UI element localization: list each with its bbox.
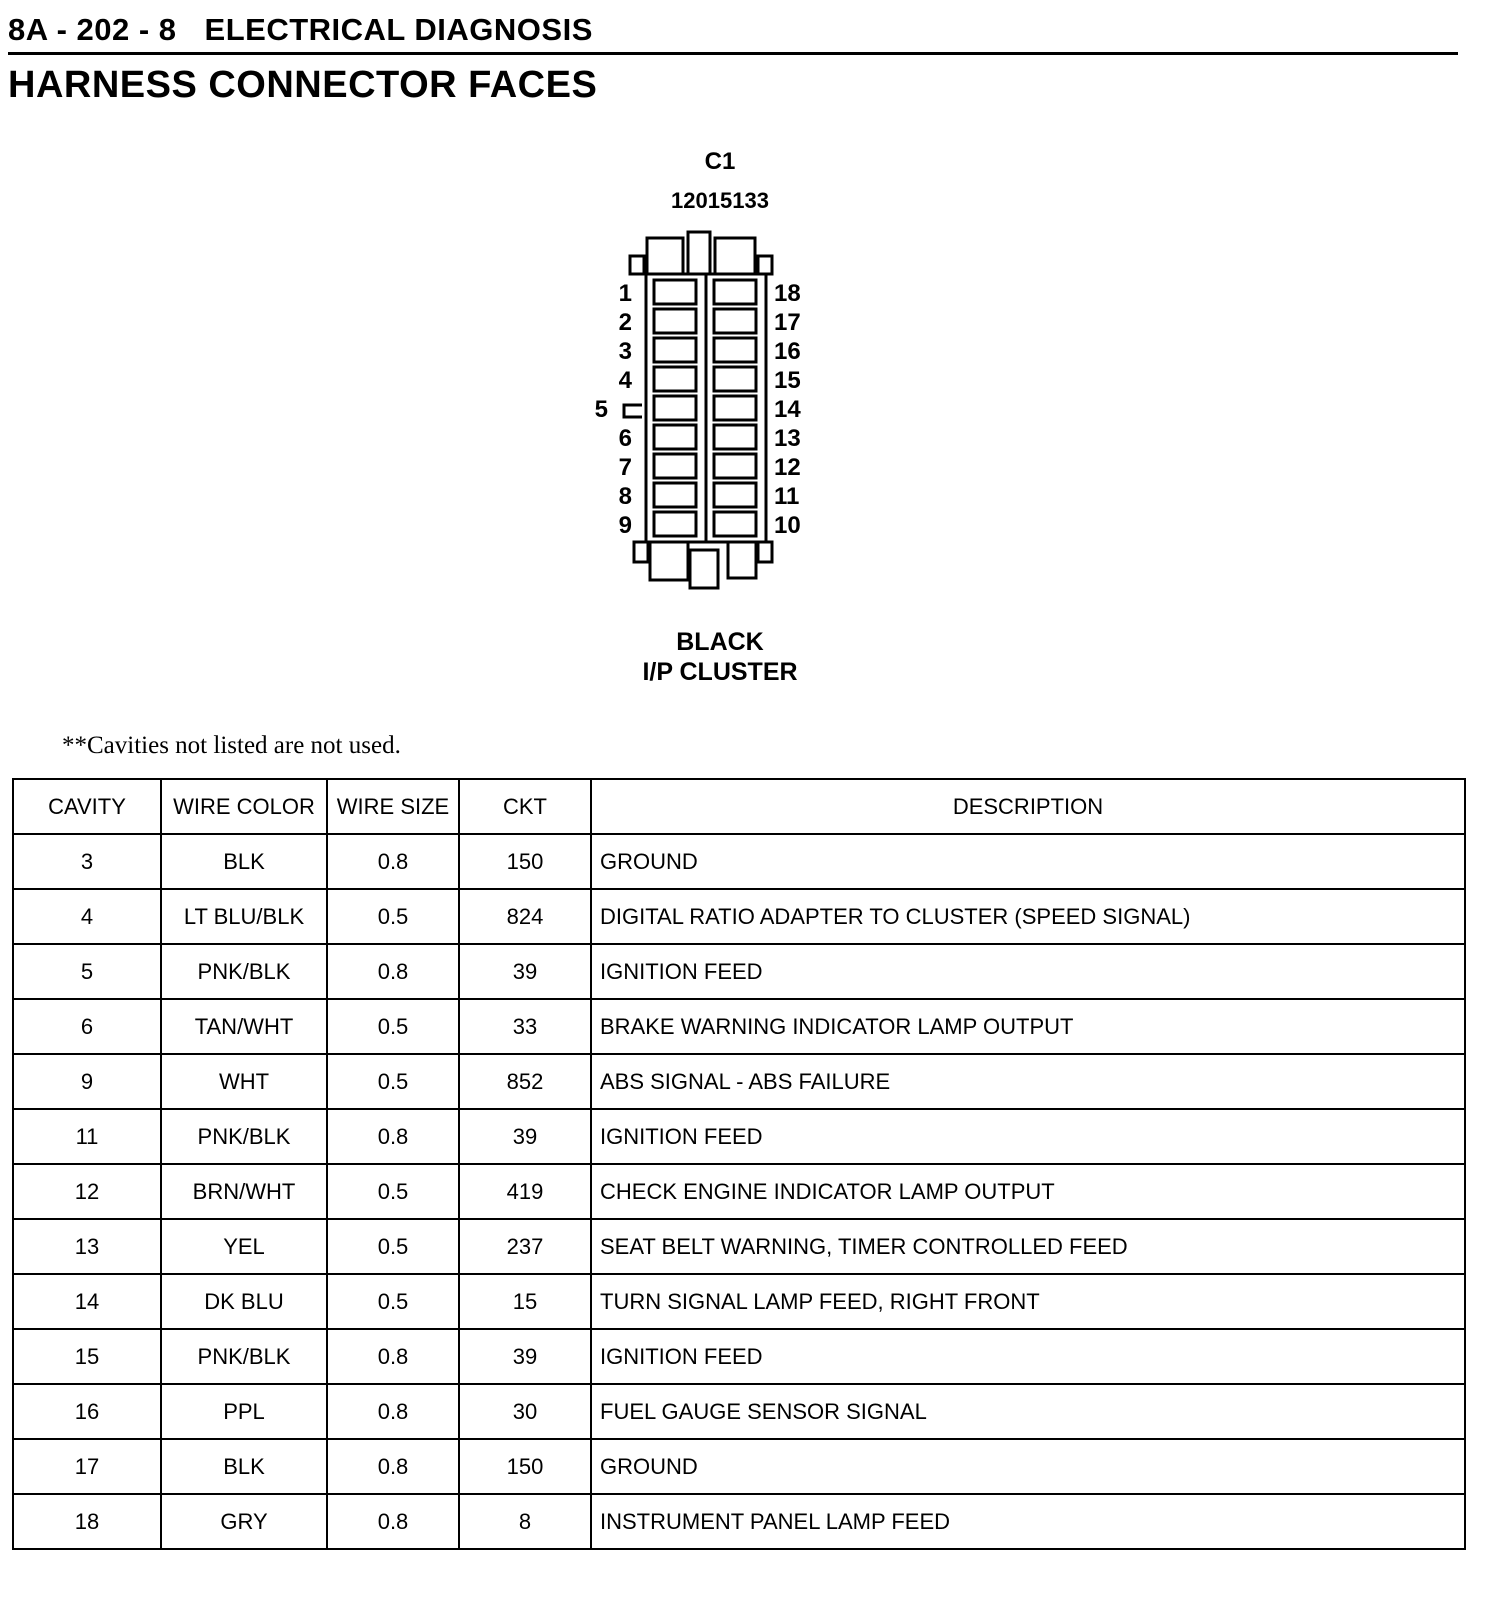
ckt-cell: 852 bbox=[459, 1054, 591, 1109]
table-row bbox=[13, 1384, 1465, 1439]
cavity-cell: 17 bbox=[13, 1439, 161, 1494]
pin-label-right: 14 bbox=[774, 396, 801, 423]
table-row bbox=[13, 1219, 1465, 1274]
ckt-cell: 39 bbox=[459, 944, 591, 999]
header-wire-size: WIRE SIZE bbox=[327, 779, 459, 834]
pin-label-left: 9 bbox=[618, 512, 632, 539]
cavity-cell: 16 bbox=[13, 1384, 161, 1439]
cavity-box bbox=[714, 425, 756, 449]
ckt-cell: 150 bbox=[459, 834, 591, 889]
cavity-cell: 6 bbox=[13, 999, 161, 1054]
table-row bbox=[13, 1054, 1465, 1109]
wire-size-cell: 0.8 bbox=[327, 1494, 459, 1549]
cavity-box bbox=[654, 483, 696, 507]
wire-size-cell: 0.8 bbox=[327, 1439, 459, 1494]
wire-size-cell: 0.8 bbox=[327, 1384, 459, 1439]
wire-color-cell: LT BLU/BLK bbox=[161, 889, 327, 944]
table-header-row bbox=[13, 779, 1465, 834]
table-row bbox=[13, 1109, 1465, 1164]
cavity-box bbox=[654, 425, 696, 449]
wire-size-cell: 0.5 bbox=[327, 1274, 459, 1329]
section-title: ELECTRICAL DIAGNOSIS bbox=[204, 12, 593, 47]
connector-label: C1 bbox=[704, 148, 736, 175]
description-cell: INSTRUMENT PANEL LAMP FEED bbox=[591, 1494, 1465, 1549]
header-cavity: CAVITY bbox=[13, 779, 161, 834]
pin-label-right: 16 bbox=[774, 338, 801, 365]
cavity-box bbox=[714, 483, 756, 507]
table-row bbox=[13, 834, 1465, 889]
pin-label-left: 1 bbox=[618, 280, 632, 307]
ckt-cell: 39 bbox=[459, 1329, 591, 1384]
pin-label-right: 17 bbox=[774, 309, 801, 336]
table-row bbox=[13, 1274, 1465, 1329]
pin-label-left: 8 bbox=[618, 483, 632, 510]
wire-color-cell: YEL bbox=[161, 1219, 327, 1274]
pin-label-right: 12 bbox=[774, 454, 801, 481]
pin-label-left: 2 bbox=[618, 309, 632, 336]
ckt-cell: 15 bbox=[459, 1274, 591, 1329]
unused-cavities-note: **Cavities not listed are not used. bbox=[62, 732, 401, 759]
ckt-cell: 419 bbox=[459, 1164, 591, 1219]
cavity-cell: 18 bbox=[13, 1494, 161, 1549]
cavity-cell: 14 bbox=[13, 1274, 161, 1329]
ckt-cell: 237 bbox=[459, 1219, 591, 1274]
table-row bbox=[13, 1439, 1465, 1494]
pin-label-right: 13 bbox=[774, 425, 801, 452]
description-cell: ABS SIGNAL - ABS FAILURE bbox=[591, 1054, 1465, 1109]
connector-color: BLACK bbox=[676, 628, 764, 656]
table-row bbox=[13, 889, 1465, 944]
cavity-cell: 9 bbox=[13, 1054, 161, 1109]
wire-color-cell: GRY bbox=[161, 1494, 327, 1549]
cavity-box bbox=[714, 309, 756, 333]
wire-size-cell: 0.5 bbox=[327, 1164, 459, 1219]
pin-label-left: 5 bbox=[594, 396, 608, 423]
cavity-box bbox=[654, 454, 696, 478]
page-header bbox=[8, 8, 1458, 55]
header-wire-color: WIRE COLOR bbox=[161, 779, 327, 834]
description-cell: IGNITION FEED bbox=[591, 1109, 1465, 1164]
connector-part-number: 12015133 bbox=[671, 188, 769, 213]
wire-color-cell: DK BLU bbox=[161, 1274, 327, 1329]
wire-size-cell: 0.5 bbox=[327, 889, 459, 944]
wire-size-cell: 0.8 bbox=[327, 1329, 459, 1384]
wire-color-cell: WHT bbox=[161, 1054, 327, 1109]
cavity-box bbox=[654, 280, 696, 304]
description-cell: GROUND bbox=[591, 834, 1465, 889]
wire-color-cell: BRN/WHT bbox=[161, 1164, 327, 1219]
table-row bbox=[13, 999, 1465, 1054]
table-row bbox=[13, 1164, 1465, 1219]
wire-color-cell: PNK/BLK bbox=[161, 1109, 327, 1164]
description-cell: CHECK ENGINE INDICATOR LAMP OUTPUT bbox=[591, 1164, 1465, 1219]
table-row bbox=[13, 1494, 1465, 1549]
description-cell: FUEL GAUGE SENSOR SIGNAL bbox=[591, 1384, 1465, 1439]
pin-label-right: 15 bbox=[774, 367, 801, 394]
cavity-box bbox=[714, 454, 756, 478]
wire-color-cell: TAN/WHT bbox=[161, 999, 327, 1054]
page-title: HARNESS CONNECTOR FACES bbox=[8, 64, 598, 106]
cavity-box bbox=[714, 367, 756, 391]
cavity-cell: 11 bbox=[13, 1109, 161, 1164]
pin-label-right: 11 bbox=[774, 483, 800, 510]
description-cell: BRAKE WARNING INDICATOR LAMP OUTPUT bbox=[591, 999, 1465, 1054]
cavity-cell: 15 bbox=[13, 1329, 161, 1384]
header-ckt: CKT bbox=[459, 779, 591, 834]
cavity-box bbox=[714, 338, 756, 362]
pin-label-right: 10 bbox=[774, 512, 801, 539]
header-description: DESCRIPTION bbox=[591, 779, 1465, 834]
cavity-box bbox=[654, 367, 696, 391]
cavity-cell: 5 bbox=[13, 944, 161, 999]
connector-location: I/P CLUSTER bbox=[642, 658, 798, 686]
pin-label-left: 4 bbox=[618, 367, 632, 394]
cavity-box bbox=[714, 280, 756, 304]
ckt-cell: 8 bbox=[459, 1494, 591, 1549]
pinout-table bbox=[12, 778, 1466, 1550]
description-cell: GROUND bbox=[591, 1439, 1465, 1494]
cavity-box bbox=[714, 512, 756, 536]
table-row bbox=[13, 944, 1465, 999]
wire-color-cell: PPL bbox=[161, 1384, 327, 1439]
ckt-cell: 39 bbox=[459, 1109, 591, 1164]
wire-color-cell: PNK/BLK bbox=[161, 1329, 327, 1384]
ckt-cell: 824 bbox=[459, 889, 591, 944]
description-cell: TURN SIGNAL LAMP FEED, RIGHT FRONT bbox=[591, 1274, 1465, 1329]
wire-size-cell: 0.8 bbox=[327, 1109, 459, 1164]
wire-size-cell: 0.8 bbox=[327, 944, 459, 999]
description-cell: IGNITION FEED bbox=[591, 944, 1465, 999]
ckt-cell: 150 bbox=[459, 1439, 591, 1494]
description-cell: SEAT BELT WARNING, TIMER CONTROLLED FEED bbox=[591, 1219, 1465, 1274]
ckt-cell: 33 bbox=[459, 999, 591, 1054]
pin-label-right: 18 bbox=[774, 280, 801, 307]
table-row bbox=[13, 1329, 1465, 1384]
pin-label-left: 7 bbox=[618, 454, 632, 481]
cavity-box bbox=[654, 396, 696, 420]
page-reference: 8A - 202 - 8 bbox=[8, 12, 177, 47]
cavity-cell: 3 bbox=[13, 834, 161, 889]
pin-label-left: 6 bbox=[618, 425, 632, 452]
wire-size-cell: 0.8 bbox=[327, 834, 459, 889]
cavity-box bbox=[654, 338, 696, 362]
wire-size-cell: 0.5 bbox=[327, 999, 459, 1054]
cavity-box bbox=[714, 396, 756, 420]
cavity-box bbox=[654, 309, 696, 333]
description-cell: DIGITAL RATIO ADAPTER TO CLUSTER (SPEED SIGNAL) bbox=[591, 889, 1465, 944]
cavity-cell: 13 bbox=[13, 1219, 161, 1274]
wire-color-cell: BLK bbox=[161, 1439, 327, 1494]
cavity-box bbox=[654, 512, 696, 536]
wire-color-cell: BLK bbox=[161, 834, 327, 889]
cavity-cell: 4 bbox=[13, 889, 161, 944]
description-cell: IGNITION FEED bbox=[591, 1329, 1465, 1384]
wire-size-cell: 0.5 bbox=[327, 1054, 459, 1109]
pin-label-left: 3 bbox=[618, 338, 632, 365]
wire-size-cell: 0.5 bbox=[327, 1219, 459, 1274]
connector-face-diagram bbox=[590, 228, 830, 598]
ckt-cell: 30 bbox=[459, 1384, 591, 1439]
cavity-cell: 12 bbox=[13, 1164, 161, 1219]
wire-color-cell: PNK/BLK bbox=[161, 944, 327, 999]
